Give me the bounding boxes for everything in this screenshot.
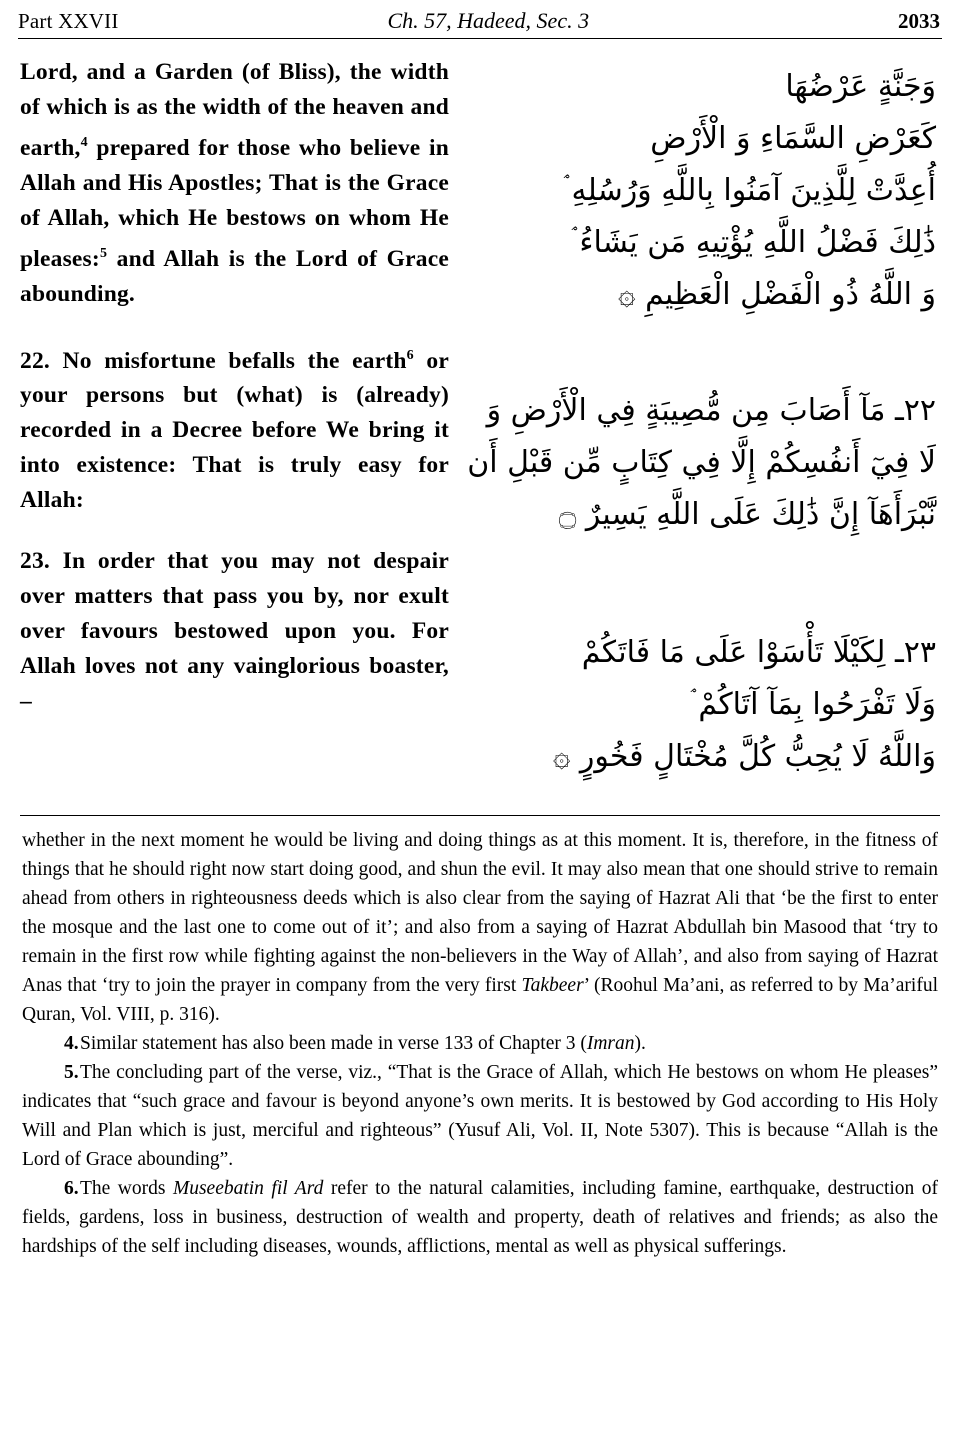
arabic-line: كَعَرْضِ السَّمَاءِ وَ الْأَرْضِ bbox=[650, 121, 936, 156]
scripture-body bbox=[14, 55, 946, 809]
arabic-line: أُعِدَّتْ لِلَّذِينَ آمَنُوا بِاللَّهِ وَرُسُلِهِ ۘ bbox=[564, 173, 936, 208]
header-divider bbox=[18, 38, 942, 39]
arabic-line: نَّبْرَأَهَآ إِنَّ ذَٰلِكَ عَلَى اللَّهِ يَسِيرٌ ۝ bbox=[558, 497, 936, 532]
arabic-column bbox=[449, 55, 944, 809]
footnote-text: Similar statement has also been made in verse 133 of Chapter 3 (Imran). bbox=[80, 1033, 646, 1054]
header-chapter: Ch. 57, Hadeed, Sec. 3 bbox=[387, 8, 590, 33]
footnote-text: The concluding part of the verse, viz., “That is the Grace of Allah, which He bestows on whom He pleases” indicates that “such grace and favour is beyond anyone’s own merits. It is bestowed by God according to His Holy Will and Plan which is just, merciful and righteous” (Yusuf Ali, Vol. II, Note 5307). This is because “Allah is the Lord of Grace abounding”. bbox=[22, 1062, 938, 1170]
footnote-text: The words Museebatin fil Ard refer to the natural calamities, including famine, earthquake, destruction of fields, gardens, loss in business, destruction of wealth and property, death of relatives and friends; as also the hardships of the self including diseases, wounds, afflictions, mental as well as physical sufferings. bbox=[22, 1178, 939, 1257]
header-part: Part XXVII bbox=[18, 9, 119, 33]
arabic-line: وَاللَّهُ لَا يُحِبُّ كُلَّ مُخْتَالٍ فَخُورٍ ۞ bbox=[552, 739, 936, 774]
page-header bbox=[14, 0, 946, 34]
arabic-line: وَلَا تَفْرَحُوا بِمَآ آتَاكُمْ ۘ bbox=[690, 687, 936, 722]
translation-column bbox=[14, 55, 449, 809]
page-number: 2033 bbox=[898, 9, 940, 33]
footnote-item-5 bbox=[22, 1058, 938, 1174]
arabic-line: وَجَنَّةٍ عَرْضُهَا bbox=[785, 69, 936, 104]
arabic-line: ٢٢ـ مَآ أَصَابَ مِن مُّصِيبَةٍ فِي الْأَرْضِ وَ bbox=[486, 393, 936, 428]
verse-text-21: Lord, and a Garden (of Bliss), the width of which is as the width of the heaven and earth,$^4$ prepared for those who believe in Allah and His Apostles; That is the Grace of Allah, which He bestows on whom He pleases:$^5$ and Allah is the Lord of Grace abounding. bbox=[20, 59, 449, 307]
verse-block bbox=[20, 55, 449, 312]
arabic-verse-21 bbox=[449, 61, 936, 321]
footnotes-section bbox=[14, 826, 946, 1261]
verse-text-23: 23. In order that you may not despair over matters that pass you by, nor exult over favours bestowed upon you. For Allah loves not any vainglorious boaster, – bbox=[20, 548, 449, 715]
footnote-divider bbox=[20, 815, 940, 816]
arabic-line: لَا فِيٓ أَنفُسِكُمْ إِلَّا فِي كِتَابٍ مِّن قَبْلِ أَن bbox=[467, 445, 936, 480]
arabic-line: ذَٰلِكَ فَضْلُ اللَّهِ يُؤْتِيهِ مَن يَشَاءُ ۘ bbox=[571, 225, 936, 260]
verse-block bbox=[20, 338, 449, 519]
footnote-number: 4. bbox=[64, 1033, 79, 1054]
arabic-line: ٢٣ـ لِكَيْلَا تَأْسَوْا عَلَى مَا فَاتَكُمْ bbox=[581, 635, 936, 670]
footnote-item-6 bbox=[22, 1174, 938, 1261]
footnote-number: 6. bbox=[64, 1178, 79, 1199]
verse-block bbox=[20, 544, 449, 719]
footnote-number: 5. bbox=[64, 1062, 79, 1083]
arabic-verse-22 bbox=[449, 385, 936, 541]
footnote-item-4 bbox=[22, 1029, 938, 1058]
verse-text-22: 22. No misfortune befalls the earth$^6$ or your persons but (what) is (already) recorded in a Decree before We bring it into existence: That is truly easy for Allah: bbox=[20, 347, 449, 514]
arabic-verse-23 bbox=[449, 627, 936, 783]
footnote-intro: whether in the next moment he would be living and doing things as at this moment. It is, therefore, in the fitness of things that he should right now start doing good, and shun the evil. It may also mean that one should strive to remain ahead from others in righteousness deeds which is also clear from the saying of Hazrat Ali that ‘be the first to enter the mosque and the last one to come out of it’; and also from a saying of Hazrat Abdullah bin Masood that ‘try to remain in the first row while fighting against the non-believers in the Way of Allah’, and also from saying of Hazrat Anas that ‘try to join the prayer in company from the very first Takbeer’ (Roohul Ma’ani, as referred to by Ma’ariful Quran, Vol. VIII, p. 316). bbox=[22, 830, 939, 1025]
arabic-line: وَ اللَّهُ ذُو الْفَضْلِ الْعَظِيمِ ۞ bbox=[617, 277, 936, 312]
